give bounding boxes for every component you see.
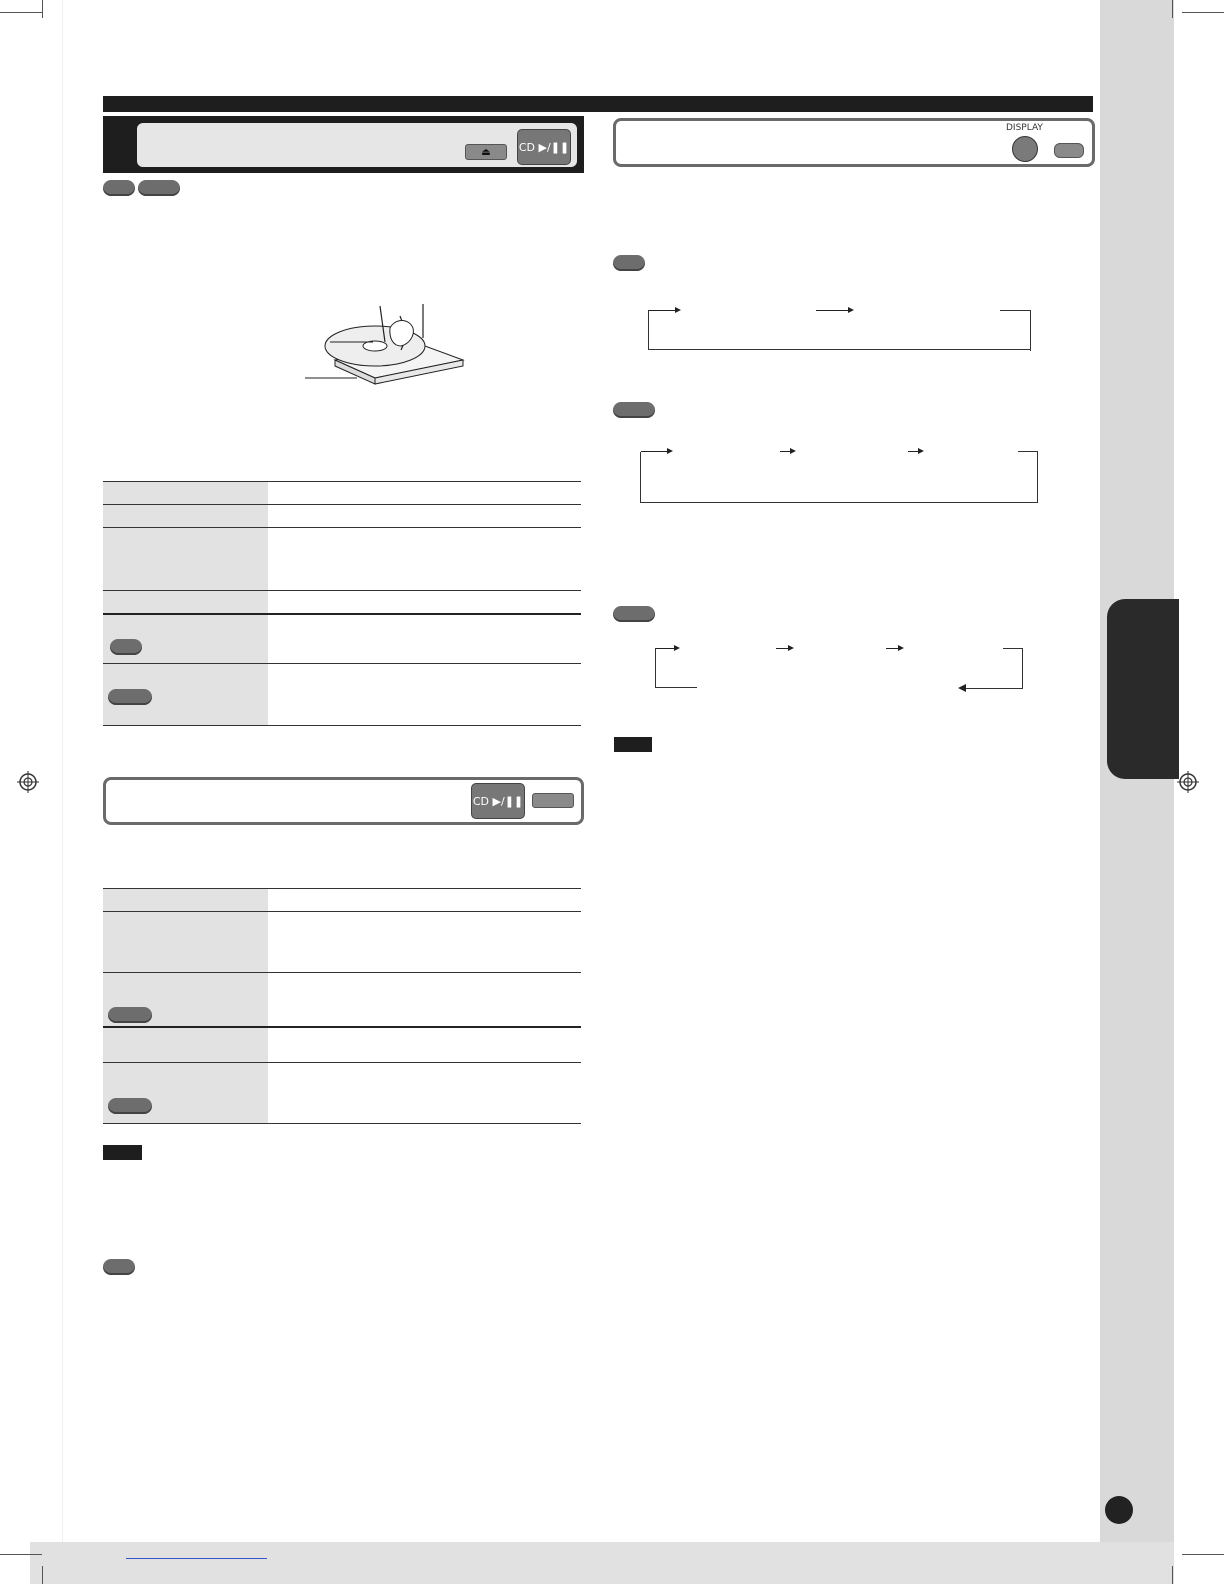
flow-arrow xyxy=(656,648,678,649)
disc-type-pill xyxy=(108,1007,152,1023)
display-cycle-loop xyxy=(963,688,1023,689)
right-sidebar xyxy=(1100,0,1174,1584)
disc-type-pill xyxy=(138,180,180,196)
disc-type-pill xyxy=(108,1098,152,1114)
disc-type-pill xyxy=(613,255,645,271)
display-cycle-loop xyxy=(655,648,656,687)
disc-type-pill xyxy=(103,1259,135,1275)
flow-arrow xyxy=(908,451,922,452)
table-row xyxy=(103,1028,268,1062)
table-row xyxy=(103,889,268,911)
bottom-link-underline[interactable] xyxy=(126,1558,267,1559)
bottom-bar xyxy=(30,1542,1174,1584)
display-cycle-loop xyxy=(640,452,1038,503)
flow-arrow xyxy=(776,648,792,649)
remote-button[interactable] xyxy=(532,793,574,808)
flow-arrow xyxy=(649,310,679,311)
display-cycle-loop xyxy=(1018,451,1038,503)
disc-loading-panel-inner xyxy=(137,123,577,167)
display-button-label: DISPLAY xyxy=(1006,123,1043,133)
table-row xyxy=(103,482,268,504)
flow-arrow xyxy=(816,310,852,311)
section-tab xyxy=(1107,599,1179,779)
disc-type-pill xyxy=(613,606,655,622)
disc-insertion-illustration xyxy=(305,298,465,402)
disc-type-pill xyxy=(103,180,135,196)
crop-mark xyxy=(1182,12,1224,13)
display-cycle-loop xyxy=(1003,648,1023,689)
cd-play-pause-label: CD ▶/❚❚ xyxy=(518,140,570,154)
display-button[interactable] xyxy=(1012,136,1038,162)
section-header-band xyxy=(103,96,1093,112)
flow-arrow xyxy=(780,451,794,452)
table-rule xyxy=(103,1123,581,1124)
disc-type-pill xyxy=(613,402,655,418)
crop-mark xyxy=(1182,1554,1224,1555)
registration-mark-icon xyxy=(17,771,39,793)
arrowhead-left-icon xyxy=(958,684,966,692)
crop-mark xyxy=(0,1554,42,1555)
disc-type-pill xyxy=(108,689,152,705)
flow-arrow xyxy=(641,451,671,452)
crop-mark xyxy=(1172,0,1173,18)
remote-button[interactable] xyxy=(1054,143,1084,158)
cd-play-pause-button[interactable] xyxy=(517,129,571,165)
display-cycle-loop xyxy=(655,687,697,688)
note-tag xyxy=(103,1145,142,1160)
crop-mark xyxy=(0,12,42,13)
flow-arrow xyxy=(886,648,902,649)
crop-mark xyxy=(1172,1566,1173,1584)
table-row xyxy=(103,912,268,972)
crop-mark xyxy=(42,1566,43,1584)
note-tag xyxy=(614,737,652,752)
crop-mark xyxy=(42,0,43,18)
table-row xyxy=(103,505,268,527)
cd-play-pause-label: CD ▶/❚❚ xyxy=(472,794,524,808)
registration-mark-icon xyxy=(1177,771,1199,793)
table-row xyxy=(103,1063,268,1123)
table-row xyxy=(103,591,268,613)
display-cycle-loop xyxy=(648,310,1030,350)
disc-type-pill xyxy=(110,639,142,655)
page-left-edge xyxy=(62,0,63,1542)
eject-icon: ⏏ xyxy=(481,146,491,158)
cd-play-pause-button[interactable] xyxy=(471,783,525,819)
eject-button[interactable] xyxy=(465,144,507,160)
table-rule xyxy=(103,725,581,726)
page-number-dot xyxy=(1105,1496,1133,1524)
table-row xyxy=(103,528,268,590)
display-cycle-loop xyxy=(1000,310,1031,351)
